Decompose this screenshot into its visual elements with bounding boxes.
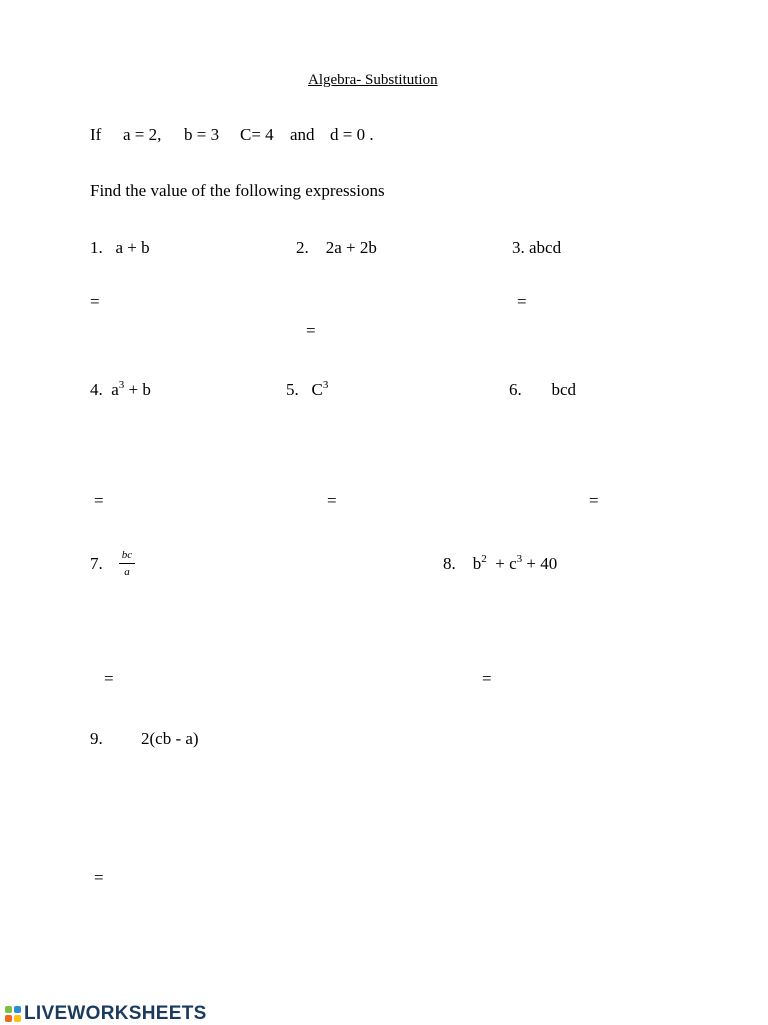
question-expression: a + b bbox=[115, 238, 150, 257]
logo-text: LIVEWORKSHEETS bbox=[24, 1003, 207, 1024]
question-b-base: b bbox=[472, 554, 482, 573]
given-prefix: If bbox=[90, 125, 102, 144]
question-expression: 2(cb - a) bbox=[141, 729, 199, 748]
question-exponent: 3 bbox=[322, 379, 329, 391]
question-number: 1. bbox=[90, 238, 103, 257]
question-base: a bbox=[111, 380, 119, 399]
answer-6-equals: = bbox=[589, 491, 599, 510]
question-4 bbox=[90, 380, 151, 400]
page-title: Algebra- Substitution bbox=[308, 72, 438, 88]
given-b: b = 3 bbox=[184, 125, 220, 144]
question-8 bbox=[443, 554, 557, 574]
question-number: 5. bbox=[286, 380, 299, 399]
question-c-exponent: 3 bbox=[516, 553, 523, 565]
question-number: 2. bbox=[296, 238, 309, 257]
question-expression: abcd bbox=[529, 238, 562, 257]
question-b-exponent: 2 bbox=[481, 553, 487, 565]
question-7-number: 7. bbox=[90, 554, 103, 573]
question-expression: 2a + 2b bbox=[325, 238, 377, 257]
question-number: 3. bbox=[512, 238, 525, 257]
liveworksheets-logo-icon bbox=[5, 1006, 21, 1022]
given-c: C= 4 bbox=[240, 125, 274, 144]
given-and: and bbox=[290, 125, 315, 144]
question-1 bbox=[90, 238, 150, 258]
given-a: a = 2, bbox=[123, 125, 162, 144]
logo-square-1 bbox=[5, 1006, 12, 1013]
answer-3-equals: = bbox=[517, 292, 527, 311]
question-base: C bbox=[311, 380, 323, 399]
answer-9-equals: = bbox=[94, 868, 104, 887]
question-number: 9. bbox=[90, 729, 103, 748]
given-d: d = 0 . bbox=[330, 125, 374, 144]
question-plus-c: + c bbox=[495, 554, 517, 573]
question-number: 6. bbox=[509, 380, 522, 399]
answer-5-equals: = bbox=[327, 491, 337, 510]
logo-square-2 bbox=[14, 1006, 21, 1013]
question-rest: + b bbox=[124, 380, 151, 399]
instruction: Find the value of the following expressions bbox=[90, 181, 385, 200]
question-number: 4. bbox=[90, 380, 103, 399]
logo-square-3 bbox=[5, 1015, 12, 1022]
answer-7-equals: = bbox=[104, 669, 114, 688]
question-3 bbox=[512, 238, 561, 258]
liveworksheets-logo[interactable] bbox=[5, 1003, 207, 1025]
question-number: 8. bbox=[443, 554, 456, 573]
fraction-numerator: bc bbox=[121, 549, 133, 561]
question-9 bbox=[90, 729, 199, 749]
answer-8-equals: = bbox=[482, 669, 492, 688]
question-tail: + 40 bbox=[522, 554, 558, 573]
answer-1-equals: = bbox=[90, 292, 100, 311]
question-2 bbox=[296, 238, 377, 258]
fraction-denominator: a bbox=[124, 566, 130, 578]
answer-2-equals: = bbox=[306, 321, 316, 340]
answer-4-equals: = bbox=[94, 491, 104, 510]
question-5 bbox=[286, 380, 328, 400]
fraction-bar bbox=[119, 563, 135, 564]
question-7-fraction bbox=[119, 549, 135, 578]
question-expression: bcd bbox=[551, 380, 577, 399]
question-exponent: 3 bbox=[118, 379, 125, 391]
question-6 bbox=[509, 380, 576, 400]
logo-square-4 bbox=[14, 1015, 21, 1022]
